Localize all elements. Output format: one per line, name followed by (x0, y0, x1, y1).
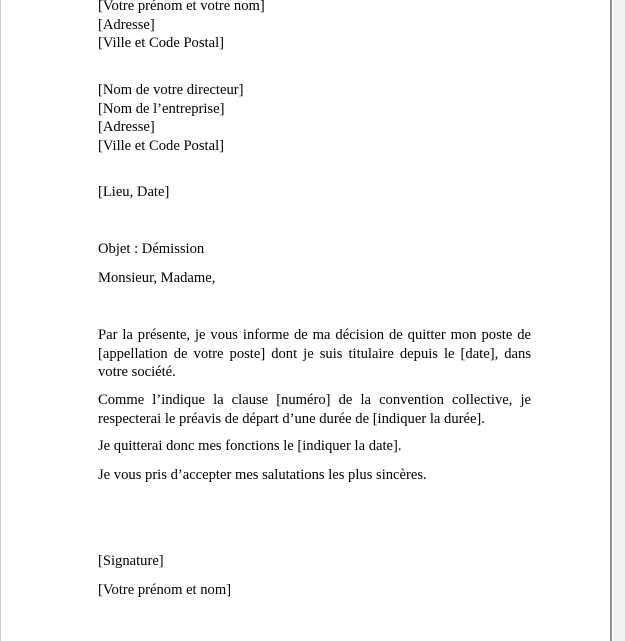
sender-address: [Adresse] (98, 16, 155, 33)
body-paragraph-4: Je vous pris d’accepter mes salutations les plus sincères. (98, 467, 427, 483)
recipient-director: [Nom de votre directeur] (98, 82, 244, 98)
recipient-block (98, 81, 531, 155)
place-date: [Lieu, Date] (98, 184, 170, 200)
sender-name: [Votre prénom et votre nom] (98, 0, 265, 14)
recipient-address: [Adresse] (98, 119, 155, 135)
body-paragraph-1: Par la présente, je vous informe de ma décision de quitter mon poste de [appellation de votre poste] dont je suis titulaire depuis le [date], dans votre société. (98, 327, 531, 380)
letter-salutation: Monsieur, Madame, (98, 270, 216, 286)
body-paragraph-3: Je quitterai donc mes fonctions le [indiquer la date]. (98, 438, 402, 454)
sender-city-postal: [Ville et Code Postal] (98, 35, 224, 51)
letter-subject: Objet : Démission (98, 241, 205, 257)
workspace-gutter (614, 0, 625, 641)
signature-placeholder: [Signature] (98, 553, 164, 569)
body-paragraph-2: Comme l’indique la clause [numéro] de la convention collective, je respecterai le préavis de départ d’une durée de [indiquer la durée]. (98, 392, 531, 427)
sender-block (98, 0, 531, 53)
closing-name: [Votre prénom et nom] (98, 582, 232, 598)
recipient-company: [Nom de l’entreprise] (98, 100, 225, 117)
recipient-city-postal: [Ville et Code Postal] (98, 137, 224, 154)
